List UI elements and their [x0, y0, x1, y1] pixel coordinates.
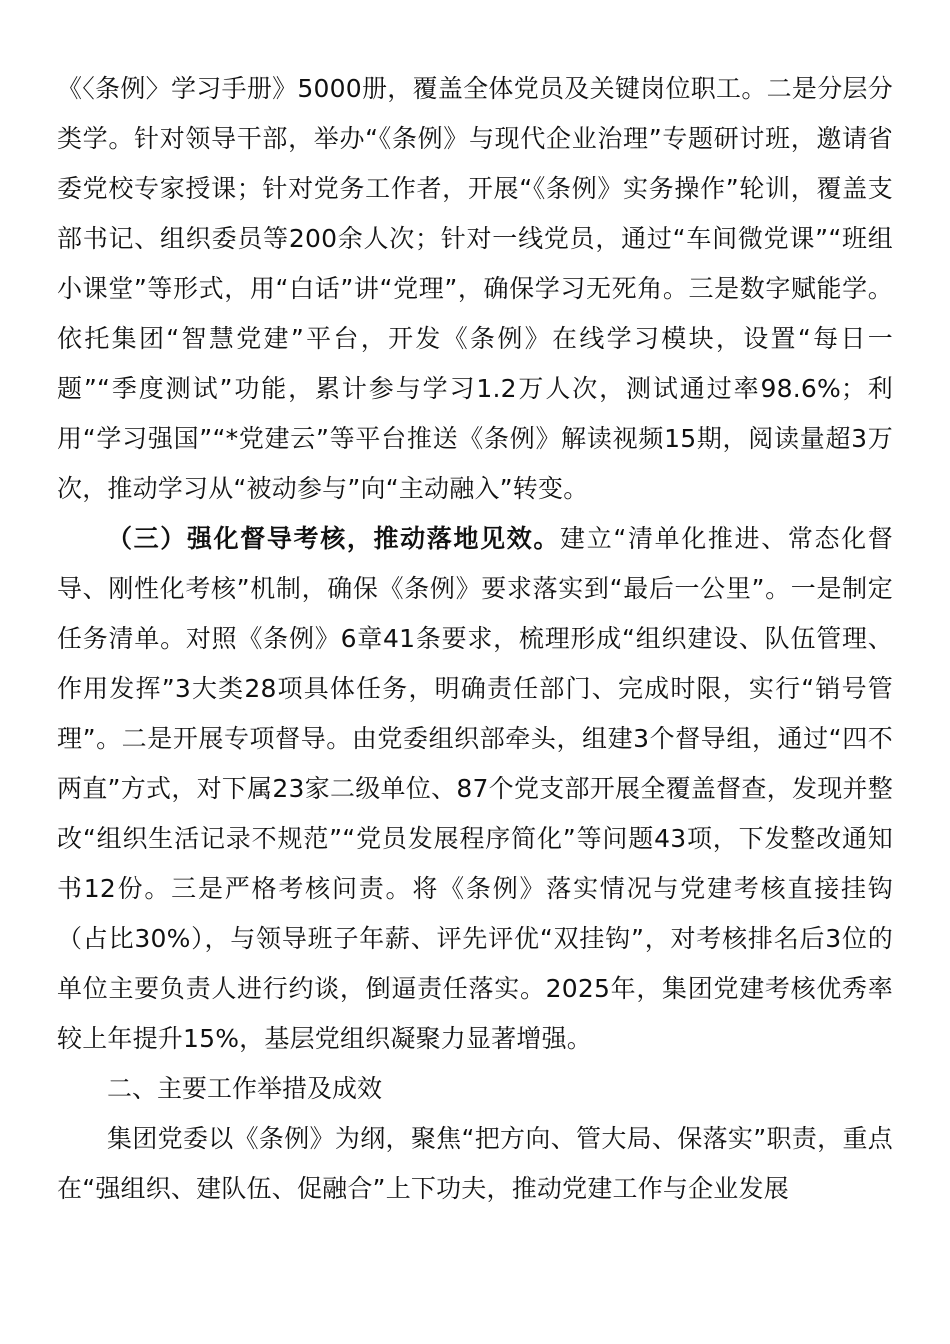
paragraph-supervision: [57, 514, 893, 1064]
paragraph-study-measures: 《〈条例〉学习手册》5000册，覆盖全体党员及关键岗位职工。二是分层分类学。针对领导干部，举办“《条例》与现代企业治理”专题研讨班，邀请省委党校专家授课；针对党务工作者，开展“《条例》实务操作”轮训，覆盖支部书记、组织委员等200余人次；针对一线党员，通过“车间微党课”“班组小课堂”等形式，用“白话”讲“党理”，确保学习无死角。三是数字赋能学。依托集团“智慧党建”平台，开发《条例》在线学习模块，设置“每日一题”“季度测试”功能，累计参与学习1.2万人次，测试通过率98.6%；利用“学习强国”“*党建云”等平台推送《条例》解读视频15期，阅读量超3万次，推动学习从“被动参与”向“主动融入”转变。: [57, 74, 894, 503]
document-page: [57, 64, 893, 1214]
paragraph-party-committee: 集团党委以《条例》为纲，聚焦“把方向、管大局、保落实”职责，重点在“强组织、建队伍、促融合”上下功夫，推动党建工作与企业发展: [57, 1124, 893, 1203]
section-heading-main-measures: 二、主要工作举措及成效: [107, 1074, 383, 1103]
subsection-heading-supervision: （三）强化督导考核，推动落地见效。: [107, 524, 561, 553]
paragraph-supervision-body: 建立“清单化推进、常态化督导、刚性化考核”机制，确保《条例》要求落实到“最后一公里”。一是制定任务清单。对照《条例》6章41条要求，梳理形成“组织建设、队伍管理、作用发挥”3大类28项具体任务，明确责任部门、完成时限，实行“销号管理”。二是开展专项督导。由党委组织部牵头，组建3个督导组，通过“四不两直”方式，对下属23家二级单位、87个党支部开展全覆盖督查，发现并整改“组织生活记录不规范”“党员发展程序简化”等问题43项，下发整改通知书12份。三是严格考核问责。将《条例》落实情况与党建考核直接挂钩（占比30%），与领导班子年薪、评先评优“双挂钩”，对考核排名后3位的单位主要负责人进行约谈，倒逼责任落实。2025年，集团党建考核优秀率较上年提升15%，基层党组织凝聚力显著增强。: [57, 524, 893, 1053]
